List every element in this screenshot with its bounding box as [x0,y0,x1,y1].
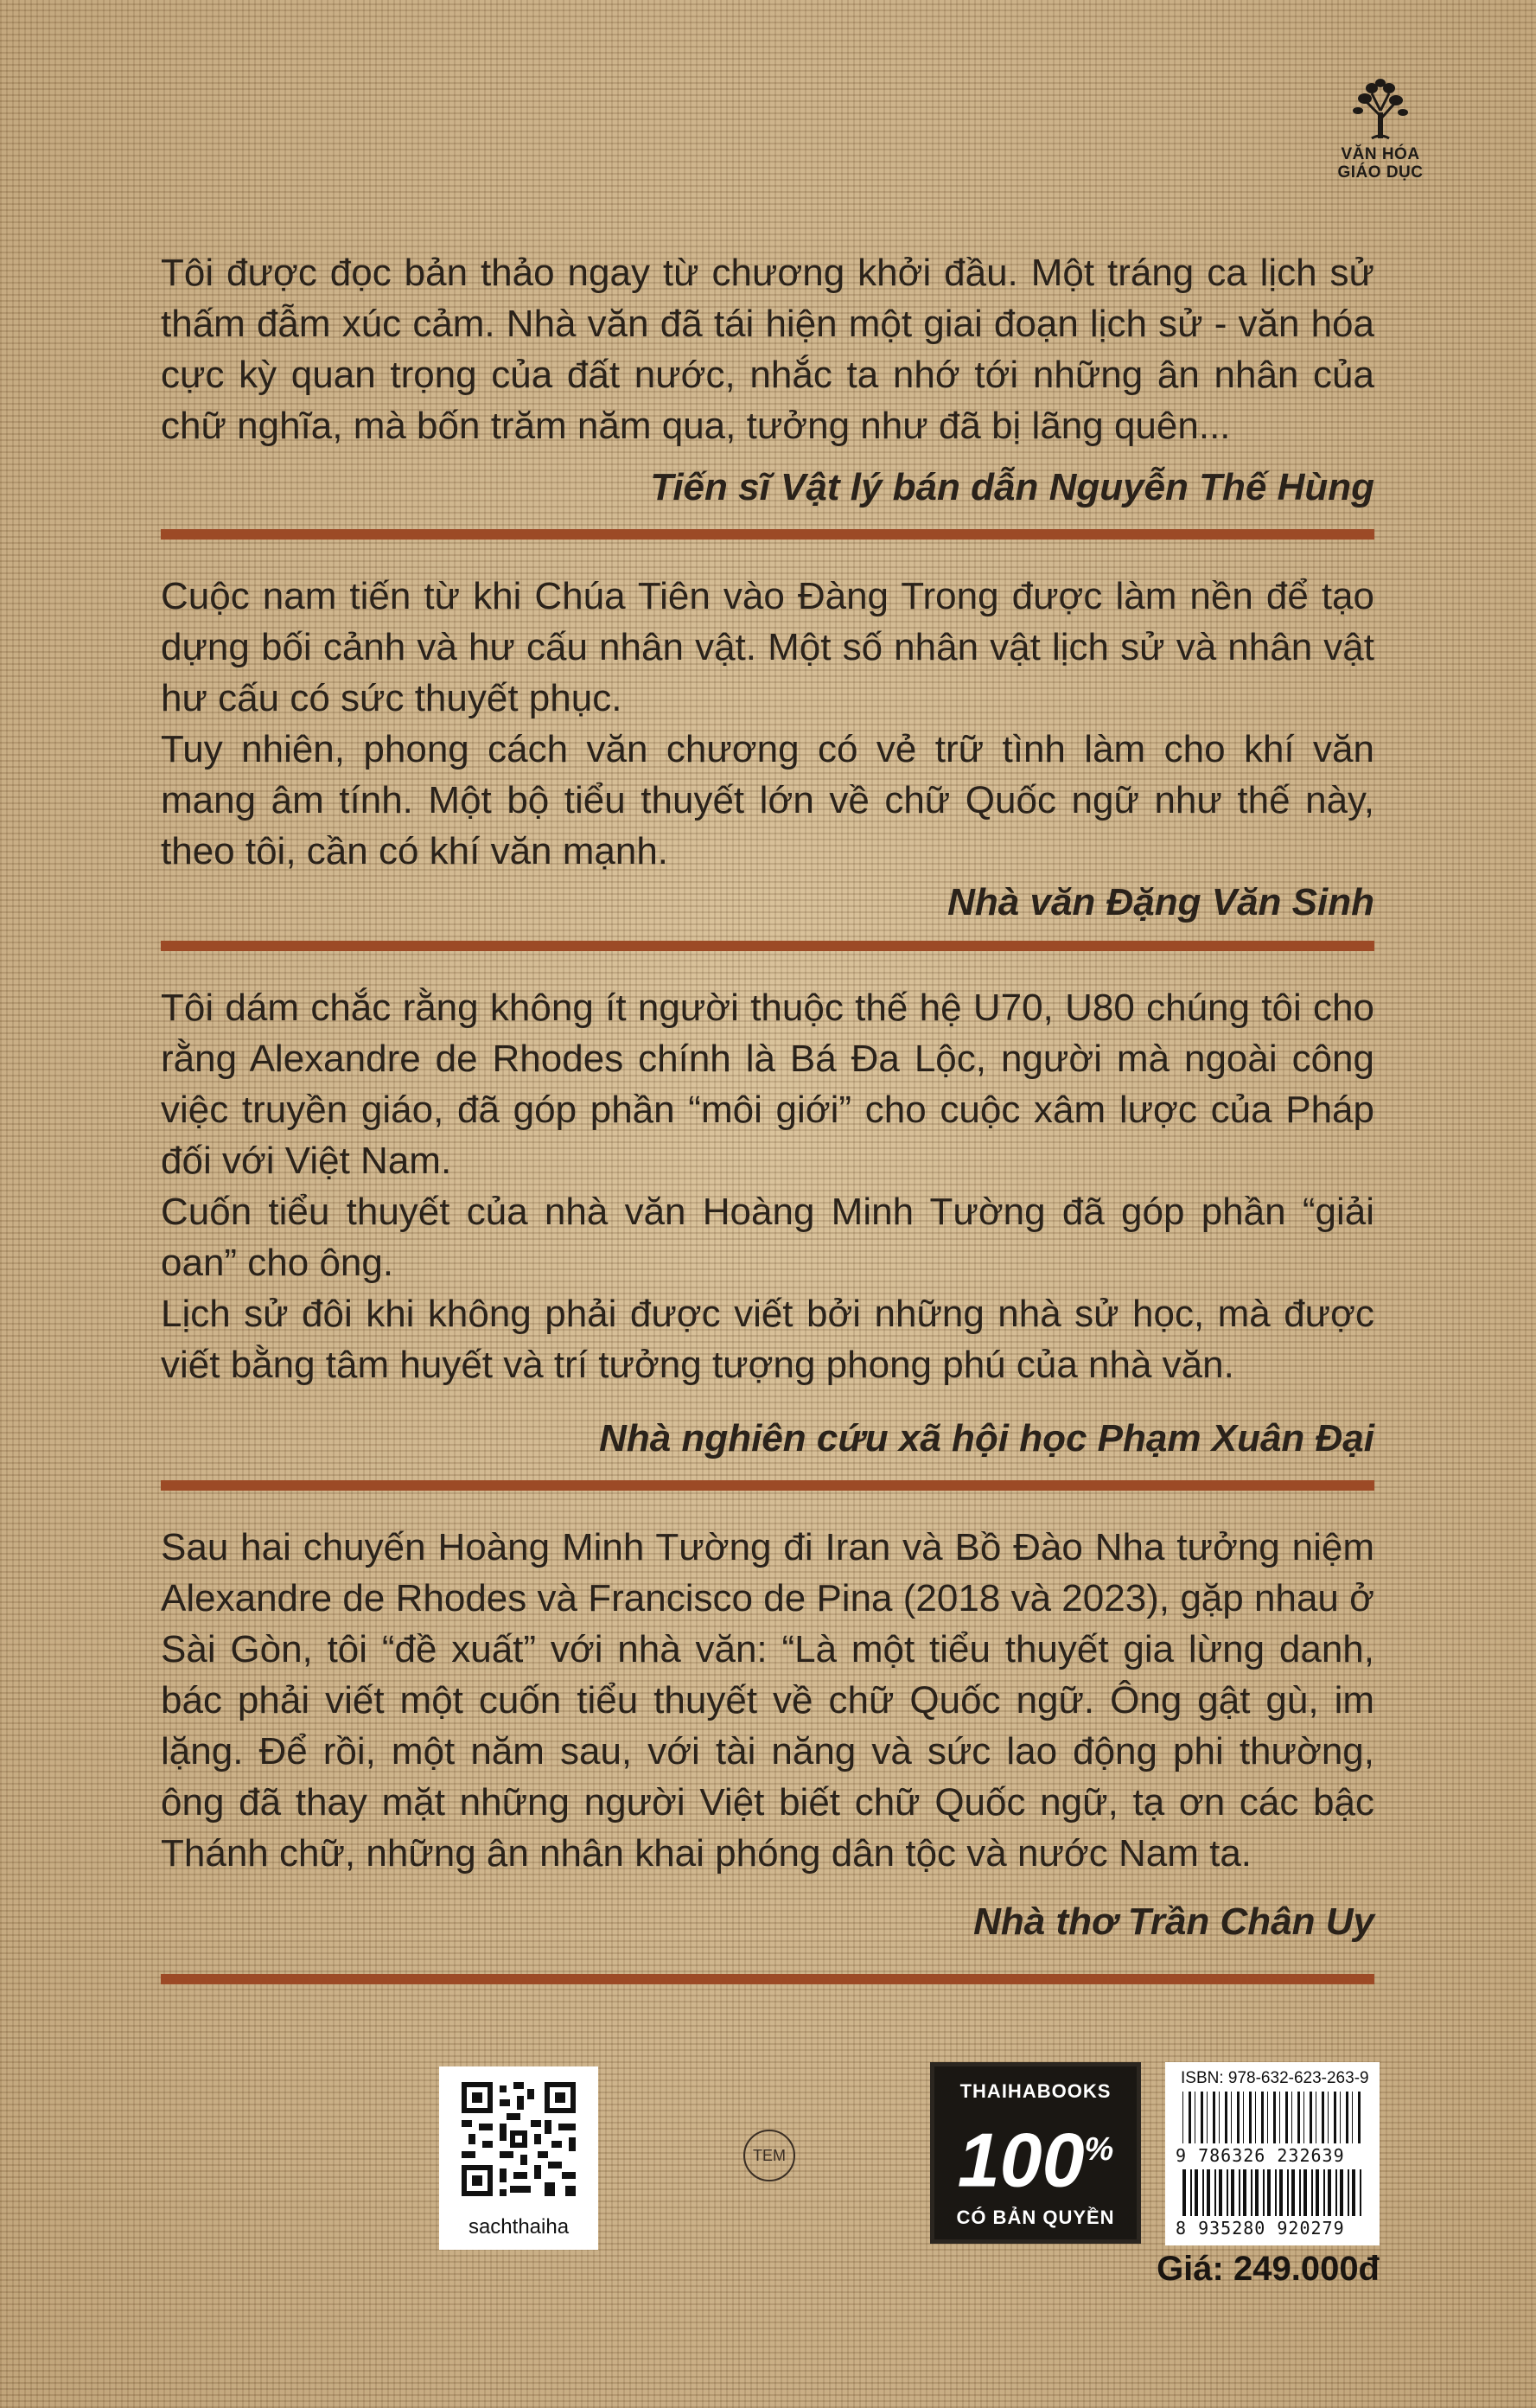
logo-line-2: GIÁO DỤC [1337,163,1424,182]
blurb-text: Tôi dám chắc rằng không ít người thuộc thế hệ U70, U80 chúng tôi cho rằng Alexandre de Rhodes chính là Bá Đa Lộc, người mà ngoài công việc truyền giáo, đã góp phần “môi giới” cho cuộc xâm lược của Pháp đối với Việt Nam. [161,987,1374,1182]
blurb-3 [161,982,1374,1491]
blurb-author: Nhà văn Đặng Văn Sinh [947,881,1374,923]
tree-icon [1346,76,1415,145]
barcode-number-2: 8 935280 920279 [1176,2218,1345,2239]
blurb-author: Nhà nghiên cứu xã hội học Phạm Xuân Đại [599,1417,1374,1459]
publisher-badge [930,2062,1141,2244]
price: Giá: 249.000đ [1157,2250,1380,2288]
publisher-logo [1307,76,1454,182]
isbn-text: ISBN: 978-632-623-263-9 [1181,2069,1369,2087]
barcode-box [1165,2062,1380,2245]
blurb-text: Lịch sử đôi khi không phải được viết bởi những nhà sử học, mà được viết bằng tâm huyết và trí tưởng tượng phong phú của nhà văn. [161,1293,1374,1386]
blurb-text: Tuy nhiên, phong cách văn chương có vẻ trữ tình làm cho khí văn mang âm tính. Một bộ tiểu thuyết lớn về chữ Quốc ngữ như thế này, theo tôi, cần có khí văn mạnh. [161,728,1374,872]
qr-label: sachthaiha [468,2215,570,2239]
badge-caption: CÓ BẢN QUYỀN [956,2207,1115,2229]
blurb-text: Cuộc nam tiến từ khi Chúa Tiên vào Đàng Trong được làm nền để tạo dựng bối cảnh và hư cấu nhân vật. Một số nhân vật lịch sử và nhân vật hư cấu có sức thuyết phục. [161,575,1374,719]
blurb-1 [161,247,1374,540]
blurb-4 [161,1522,1374,1984]
stamp-mark: TEM [743,2130,795,2181]
blurb-author: Tiến sĩ Vật lý bán dẫn Nguyễn Thế Hùng [650,466,1374,508]
divider [161,1974,1374,1984]
logo-line-1: VĂN HÓA [1341,145,1420,163]
qr-code-icon [462,2082,576,2196]
blurbs [161,247,1374,1984]
blurb-text: Sau hai chuyến Hoàng Minh Tường đi Iran và Bồ Đào Nha tưởng niệm Alexandre de Rhodes và Francisco de Pina (2018 và 2023), gặp nhau ở Sài Gòn, tôi “đề xuất” với nhà văn: “Là một tiểu thuyết gia lừng danh, bác phải viết một cuốn tiểu thuyết về chữ Quốc ngữ. Ông gật gù, im lặng. Để rồi, một năm sau, với tài năng và sức lao động phi thường, ông đã thay mặt những người Việt biết chữ Quốc ngữ, tạ ơn các bậc Thánh chữ, những ân nhân khai phóng dân tộc và nước Nam ta. [161,1526,1374,1875]
divider [161,941,1374,951]
blurb-text: Cuốn tiểu thuyết của nhà văn Hoàng Minh Tường đã góp phần “giải oan” cho ông. [161,1191,1374,1284]
divider [161,529,1374,540]
badge-number: 100% [957,2117,1114,2203]
barcode-number-1: 9 786326 232639 [1176,2145,1345,2166]
qr-code[interactable] [439,2066,598,2250]
badge-brand: THAIHABOOKS [959,2080,1112,2102]
blurb-2 [161,571,1374,951]
barcode-bars-icon [1182,2169,1362,2216]
divider [161,1480,1374,1491]
barcode-bars-icon [1182,2092,1362,2143]
blurb-author: Nhà thơ Trần Chân Uy [973,1900,1374,1943]
blurb-text: Tôi được đọc bản thảo ngay từ chương khởi đầu. Một tráng ca lịch sử thấm đẫm xúc cảm. Nhà văn đã tái hiện một giai đoạn lịch sử - văn hóa cực kỳ quan trọng của đất nước, nhắc ta nhớ tới những ân nhân của chữ nghĩa, mà bốn trăm năm qua, tưởng như đã bị lãng quên... [161,252,1374,447]
